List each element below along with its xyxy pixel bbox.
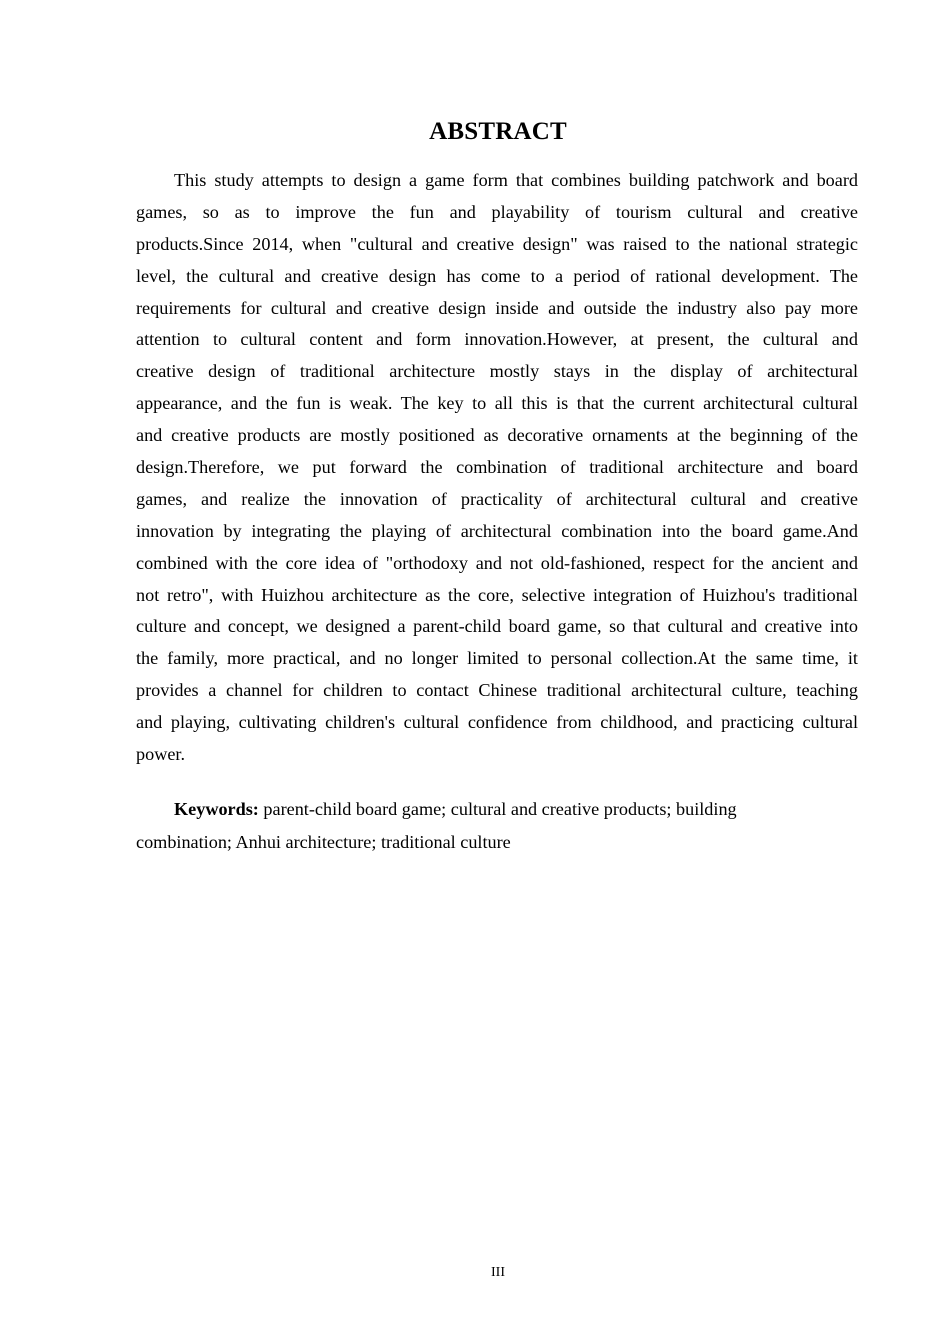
abstract-line: combined with the core idea of "orthodoxy and not old-fashioned, respect for the ancient and xyxy=(136,552,858,573)
abstract-line: innovation by integrating the playing of architectural combination into the board game.And xyxy=(136,520,858,541)
abstract-line: games, so as to improve the fun and playability of tourism cultural and creative xyxy=(136,201,858,222)
abstract-line: not retro", with Huizhou architecture as the core, selective integration of Huizhou's traditional xyxy=(136,584,858,605)
abstract-line: and creative products are mostly positioned as decorative ornaments at the beginning of the xyxy=(136,425,858,446)
keywords-label: Keywords: xyxy=(174,799,259,819)
abstract-line: the family, more practical, and no longer limited to personal collection.At the same time, it xyxy=(136,648,858,669)
keywords-section xyxy=(136,793,858,859)
abstract-body xyxy=(136,165,858,771)
abstract-line: design.Therefore, we put forward the combination of traditional architecture and board xyxy=(136,457,858,478)
page-number: III xyxy=(491,1265,505,1280)
keywords-text: parent-child board game; cultural and creative products; building xyxy=(258,799,737,819)
abstract-line: This study attempts to design a game form that combines building patchwork and board xyxy=(174,170,858,190)
abstract-line: creative design of traditional architecture mostly stays in the display of architectural xyxy=(136,361,858,382)
abstract-line: games, and realize the innovation of practicality of architectural cultural and creative xyxy=(136,488,858,509)
abstract-line: and playing, cultivating children's cultural confidence from childhood, and practicing cultural xyxy=(136,712,858,733)
abstract-line: power. xyxy=(136,744,185,765)
abstract-line: attention to cultural content and form innovation.However, at present, the cultural and xyxy=(136,329,858,350)
abstract-line: level, the cultural and creative design has come to a period of rational development. The xyxy=(136,265,858,286)
abstract-line: provides a channel for children to contact Chinese traditional architectural culture, teaching xyxy=(136,680,858,701)
abstract-line: products.Since 2014, when "cultural and creative design" was raised to the national strategic xyxy=(136,233,858,254)
abstract-line: appearance, and the fun is weak. The key to all this is that the current architectural cultural xyxy=(136,393,858,414)
abstract-title: ABSTRACT xyxy=(429,118,567,145)
keywords-line: combination; Anhui architecture; traditional culture xyxy=(136,832,511,852)
keywords-line xyxy=(136,793,858,826)
abstract-line: culture and concept, we designed a parent-child board game, so that cultural and creative into xyxy=(136,616,858,637)
abstract-line: requirements for cultural and creative design inside and outside the industry also pay more xyxy=(136,297,858,318)
